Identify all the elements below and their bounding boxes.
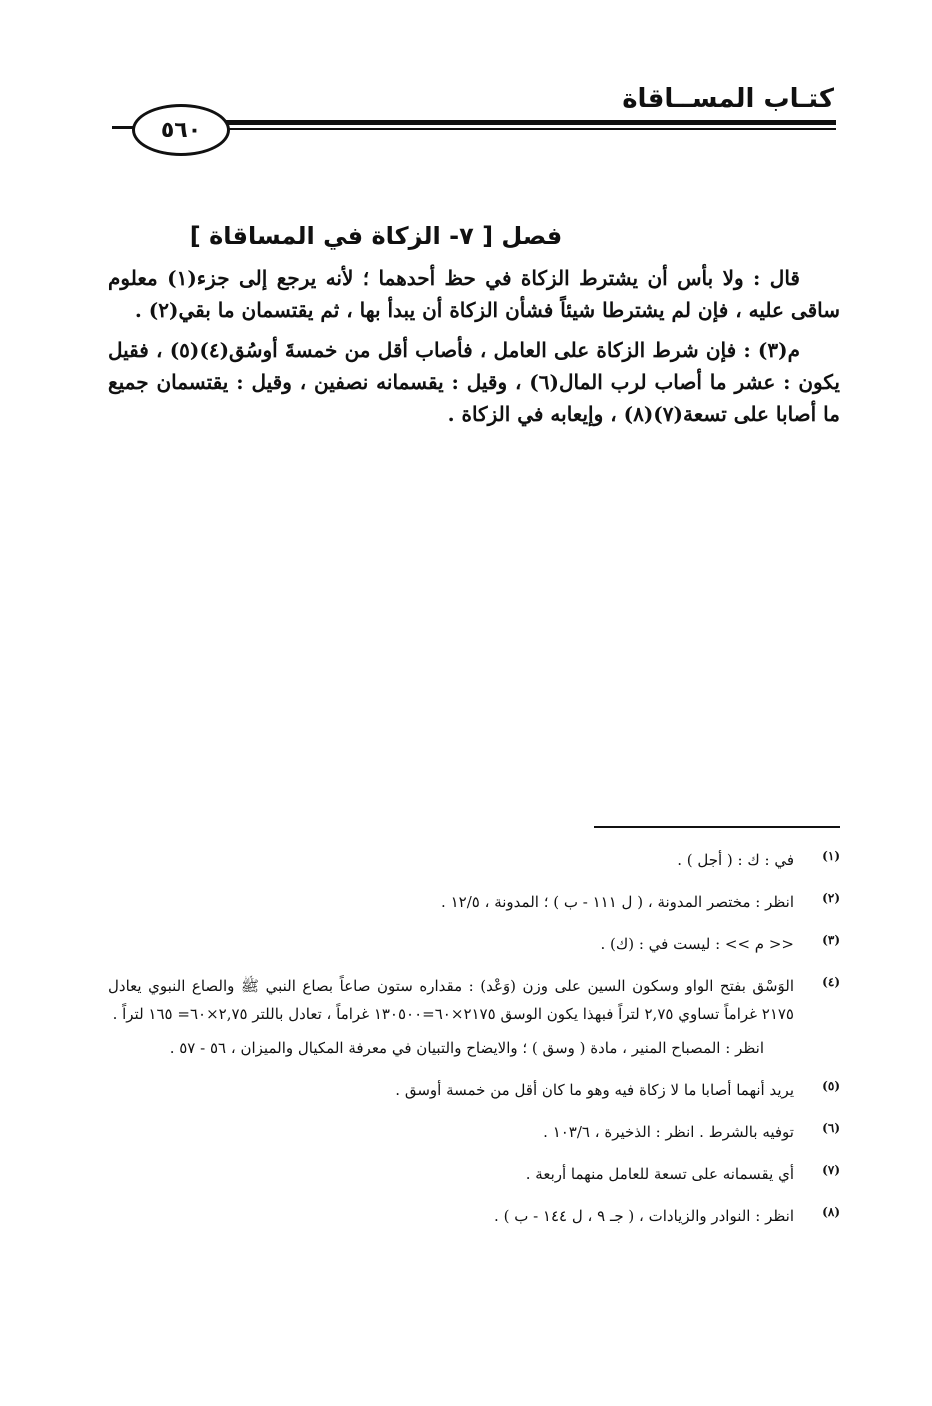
footnote (108, 1202, 840, 1230)
footnote-text: << م >> : ليست في : (ك) . (600, 935, 794, 953)
footnote-text: في : ك : ( أجل ) . (677, 851, 794, 869)
body-text (108, 262, 840, 438)
footnote-text: توفيه بالشرط . انظر : الذخيرة ، ١٠٣/٦ . (543, 1123, 794, 1141)
footnote-text: انظر : مختصر المدونة ، ( ل ١١١ - ب ) ؛ المدونة ، ١٢/٥ . (441, 893, 794, 911)
footnote-number: (٧) (822, 1163, 840, 1177)
footnote-text: يريد أنهما أصابا ما لا زكاة فيه وهو ما كان أقل من خمسة أوسق . (395, 1081, 794, 1099)
footnote-number: (١) (822, 849, 840, 863)
footnote-number: (٦) (822, 1121, 840, 1135)
footnote (108, 1118, 840, 1146)
footnote (108, 972, 840, 1062)
footnote-separator (594, 826, 840, 828)
footnote-number: (٨) (822, 1205, 840, 1219)
body-paragraph: قال : ولا بأس أن يشترط الزكاة في حظ أحدهما ؛ لأنه يرجع إلى جزء(١) معلوم ساقى عليه ، فإن لم يشترطا شيئاً فشأن الزكاة أن يبدأ بها ، ثم يقتسمان ما بقي(٢) . (108, 266, 840, 322)
footnote (108, 1076, 840, 1104)
running-header-title: كتـاب المســاقاة (622, 84, 834, 114)
footnote-number: (٤) (822, 975, 840, 989)
section-heading: فصل [ ٧- الزكاة في المساقاة ] (189, 222, 563, 250)
footnote-text: انظر : النوادر والزيادات ، ( جـ ٩ ، ل ١٤٤ - ب ) . (494, 1207, 794, 1225)
footnote (108, 1160, 840, 1188)
page-number: ٥٦٠ (132, 104, 230, 156)
footnote-reference: انظر : المصباح المنير ، مادة ( وسق ) ؛ والايضاح والتبيان في معرفة المكيال والميزان ، ٥٦ - ٥٧ . (169, 1039, 764, 1057)
header-rule (212, 120, 836, 130)
footnote-number: (٢) (822, 891, 840, 905)
footnote-number: (٥) (822, 1079, 840, 1093)
footnote (108, 930, 840, 958)
footnotes (108, 846, 840, 1244)
footnote-text: أي يقسمانه على تسعة للعامل منهما أربعة . (525, 1165, 794, 1183)
footnote-text: الوَسْق بفتح الواو وسكون السين على وزن (وَعْد) : مقداره ستون صاعاً بصاع النبي ﷺ والصاع النبوي يعادل ٢١٧٥ غراماً تساوي ٢,٧٥ لتراً فبهذا يكون الوسق ٢١٧٥×٦٠=١٣٠٥٠٠ غراماً ، تعادل باللتر ٢,٧٥×٦٠= ١٦٥ لتراً . (108, 977, 794, 1023)
footnote (108, 846, 840, 874)
body-paragraph: م(٣) : فإن شرط الزكاة على العامل ، فأصاب أقل من خمسةَ أوسُق(٤)(٥) ، فقيل يكون : عشر ما أصاب لرب المال(٦) ، وقيل : يقسمانه نصفين ، وقيل : يقتسمان جميع ما أصابا على تسعة(٧)(٨) ، وإيعابه في الزكاة . (108, 338, 840, 426)
footnote-number: (٣) (822, 933, 840, 947)
footnote (108, 888, 840, 916)
